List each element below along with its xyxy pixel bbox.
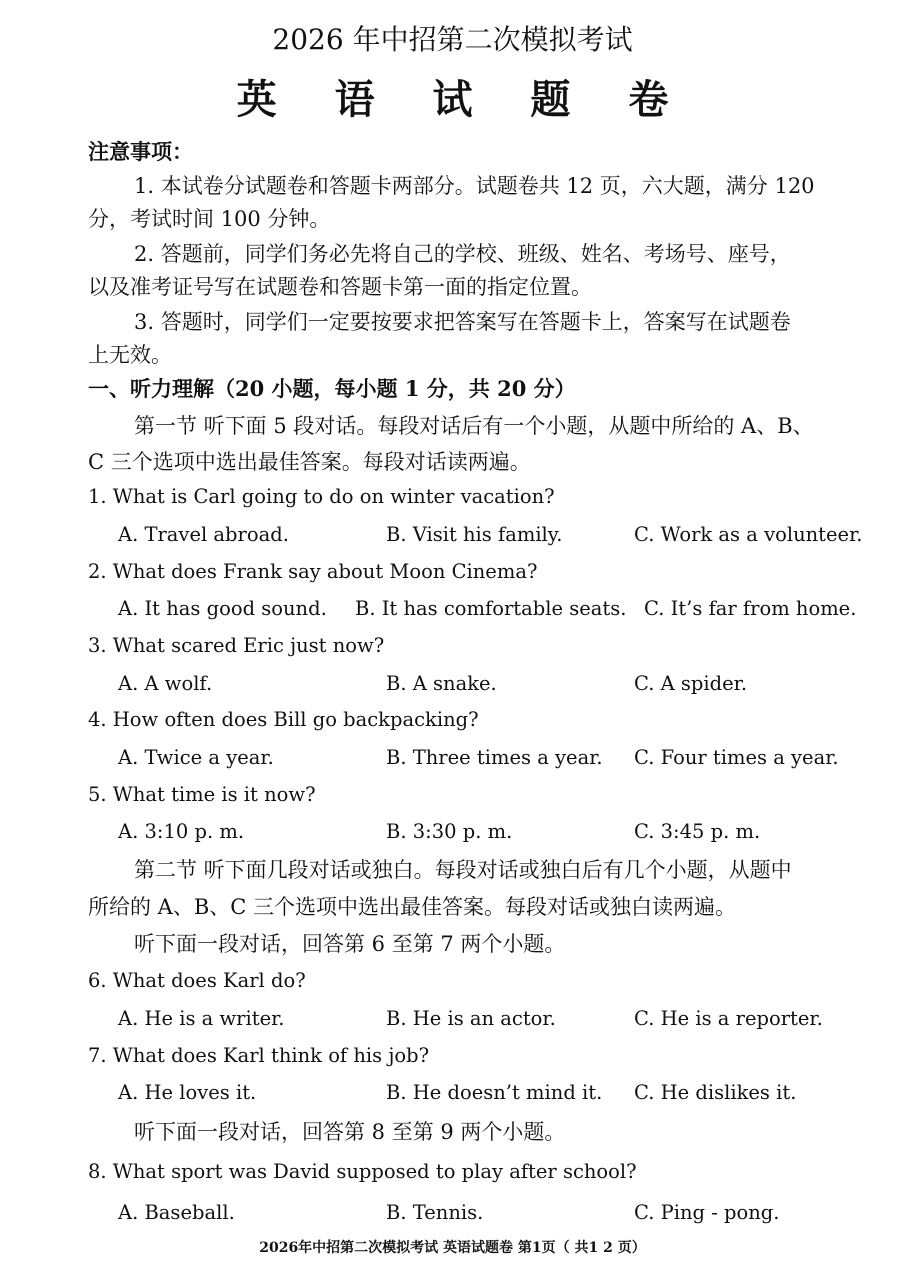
question-2-option-c: C. It’s far from home. bbox=[644, 597, 857, 620]
notice-item-1-line-1: 1. 本试卷分试题卷和答题卡两部分。试题卷共 12 页，六大题，满分 120 bbox=[134, 174, 815, 198]
question-7-option-a: A. He loves it. bbox=[118, 1081, 257, 1104]
notice-item-3-line-2: 上无效。 bbox=[88, 343, 172, 367]
question-8-option-b: B. Tennis. bbox=[386, 1201, 484, 1224]
notice-item-1-line-2: 分，考试时间 100 分钟。 bbox=[88, 207, 331, 231]
question-8-option-c: C. Ping - pong. bbox=[634, 1201, 780, 1224]
question-3-option-c: C. A spider. bbox=[634, 672, 748, 695]
part-2-instruction-line-1: 第二节 听下面几段对话或独白。每段对话或独白后有几个小题，从题中 bbox=[134, 858, 792, 882]
notice-item-3-line-1: 3. 答题时，同学们一定要按要求把答案写在答题卡上，答案写在试题卷 bbox=[134, 310, 791, 334]
question-1-stem: 1. What is Carl going to do on winter vacation? bbox=[88, 485, 555, 508]
question-4-stem: 4. How often does Bill go backpacking? bbox=[88, 708, 479, 731]
question-8-stem: 8. What sport was David supposed to play after school? bbox=[88, 1160, 637, 1183]
part-1-instruction-line-1: 第一节 听下面 5 段对话。每段对话后有一个小题，从题中所给的 A、B、 bbox=[134, 414, 814, 438]
question-3-option-b: B. A snake. bbox=[386, 672, 497, 695]
question-1-option-a: A. Travel abroad. bbox=[118, 523, 289, 546]
question-7-option-b: B. He doesn’t mind it. bbox=[386, 1081, 603, 1104]
question-3-option-a: A. A wolf. bbox=[118, 672, 213, 695]
question-6-option-a: A. He is a writer. bbox=[118, 1007, 285, 1030]
question-4-option-a: A. Twice a year. bbox=[118, 746, 274, 769]
question-2-option-a: A. It has good sound. bbox=[118, 597, 327, 620]
question-5-option-a: A. 3:10 p. m. bbox=[118, 820, 245, 843]
question-6-stem: 6. What does Karl do? bbox=[88, 969, 306, 992]
part-2-instruction-line-2: 所给的 A、B、C 三个选项中选出最佳答案。每段对话或独白读两遍。 bbox=[88, 895, 737, 919]
question-6-option-c: C. He is a reporter. bbox=[634, 1007, 823, 1030]
question-3-stem: 3. What scared Eric just now? bbox=[88, 634, 385, 657]
question-4-option-b: B. Three times a year. bbox=[386, 746, 603, 769]
question-4-option-c: C. Four times a year. bbox=[634, 746, 839, 769]
part-1-instruction-line-2: C 三个选项中选出最佳答案。每段对话读两遍。 bbox=[88, 450, 531, 474]
notice-item-2-line-1: 2. 答题前，同学们务必先将自己的学校、班级、姓名、考场号、座号， bbox=[134, 242, 791, 266]
question-7-option-c: C. He dislikes it. bbox=[634, 1081, 797, 1104]
question-5-option-b: B. 3:30 p. m. bbox=[386, 820, 513, 843]
question-2-option-b: B. It has comfortable seats. bbox=[355, 597, 627, 620]
question-1-option-c: C. Work as a volunteer. bbox=[634, 523, 863, 546]
question-8-option-a: A. Baseball. bbox=[118, 1201, 235, 1224]
question-5-option-c: C. 3:45 p. m. bbox=[634, 820, 761, 843]
exam-title: 2026 年中招第二次模拟考试 bbox=[272, 23, 633, 56]
notice-item-2-line-2: 以及准考证号写在试题卷和答题卡第一面的指定位置。 bbox=[88, 275, 592, 299]
section-1-heading: 一、听力理解（20 小题，每小题 1 分，共 20 分） bbox=[88, 376, 576, 401]
page-footer: 2026年中招第二次模拟考试 英语试题卷 第1页（ 共1 2 页） bbox=[259, 1240, 646, 1256]
question-6-option-b: B. He is an actor. bbox=[386, 1007, 556, 1030]
question-5-stem: 5. What time is it now? bbox=[88, 783, 316, 806]
instruction-questions-8-9: 听下面一段对话，回答第 8 至第 9 两个小题。 bbox=[134, 1120, 566, 1144]
instruction-questions-6-7: 听下面一段对话，回答第 6 至第 7 两个小题。 bbox=[134, 932, 566, 956]
notice-heading: 注意事项： bbox=[88, 139, 193, 164]
exam-subtitle: 英 语 试 题 卷 bbox=[236, 76, 691, 123]
question-2-stem: 2. What does Frank say about Moon Cinema? bbox=[88, 560, 538, 583]
question-1-option-b: B. Visit his family. bbox=[386, 523, 563, 546]
question-7-stem: 7. What does Karl think of his job? bbox=[88, 1044, 430, 1067]
